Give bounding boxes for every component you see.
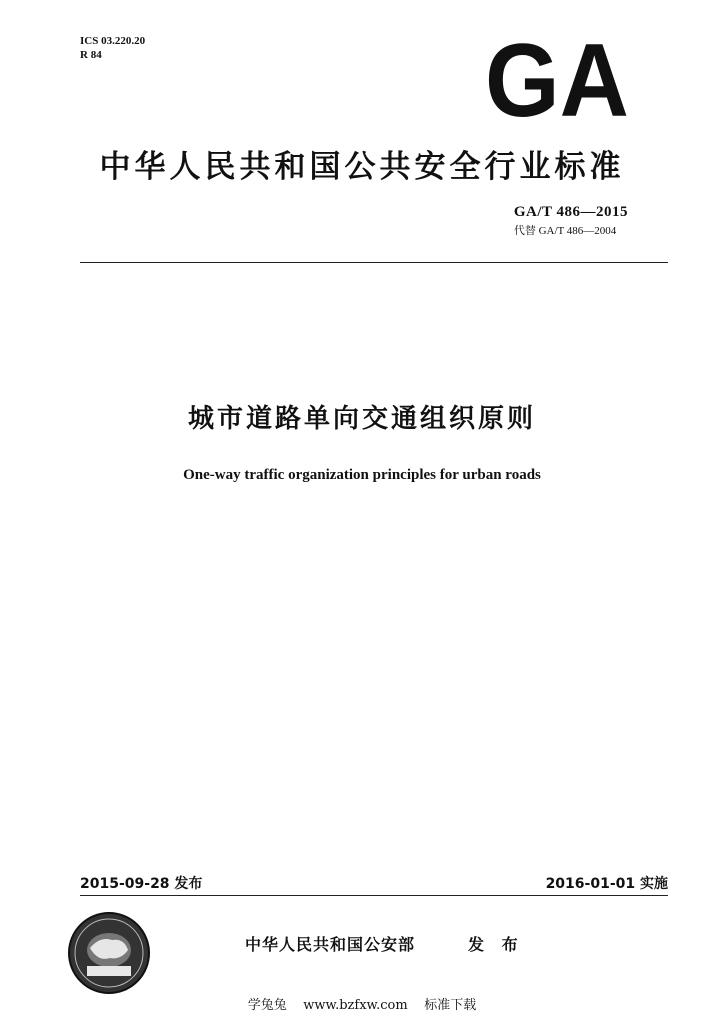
footer-site-tag: 标准下载 [424, 998, 477, 1013]
replaces-note: 代替 GA/T 486—2004 [513, 225, 617, 237]
ics-classification [80, 34, 145, 62]
ga-logo-text: GA [485, 38, 629, 118]
issuer-name: 中华人民共和国公安部 [245, 935, 416, 954]
publisher-seal-icon [66, 910, 152, 996]
footer-site-name: 学兔兔 [247, 998, 287, 1013]
issue-date: 2015-09-28 发布 [80, 876, 203, 892]
document-title-en: One-way traffic organization principles for urban roads [183, 467, 541, 483]
issue-label: 发 布 [468, 935, 524, 954]
standard-number: GA/T 486—2015 [513, 204, 628, 220]
document-title-cn: 城市道路单向交通组织原则 [187, 404, 536, 434]
footer-credit [0, 994, 724, 1013]
standard-number-block [514, 204, 628, 238]
class-code: R 84 [80, 49, 102, 61]
header-divider [80, 262, 668, 263]
effective-date: 2016-01-01 实施 [545, 876, 668, 892]
footer-site-url[interactable]: www.bzfxw.com [303, 998, 408, 1013]
footer-divider [80, 895, 668, 896]
standard-title: 中华人民共和国公共安全行业标准 [99, 149, 625, 185]
ics-code: ICS 03.220.20 [80, 35, 146, 47]
ga-logo [485, 38, 629, 118]
